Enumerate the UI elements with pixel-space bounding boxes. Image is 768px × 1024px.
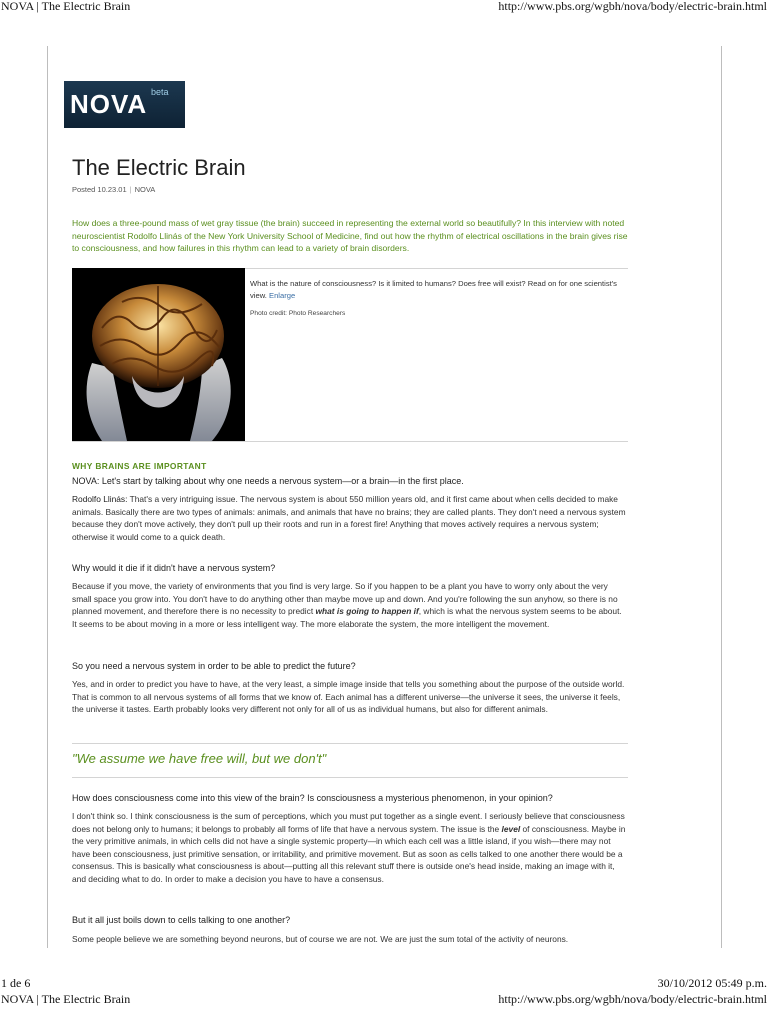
pullquote-bottom-divider <box>72 777 628 778</box>
print-footer-title: NOVA | The Electric Brain <box>1 992 131 1006</box>
posted-date: Posted 10.23.01 <box>72 185 127 194</box>
question-1-speaker: NOVA: <box>72 476 100 486</box>
pull-quote: "We assume we have free will, but we don't" <box>72 751 327 766</box>
photo-bottom-divider <box>72 441 628 442</box>
print-header-title: NOVA | The Electric Brain <box>1 0 131 13</box>
answer-4 <box>72 810 628 886</box>
answer-4-text-start: I don't think so. I think consciousness is the sum of perceptions, which you must put together as a single event. I seriously believe that consciousness does not belong only to humans; it belongs to probably all forms of life that have a nervous system. The issue is the <box>72 811 625 834</box>
question-2: Why would it die if it didn't have a nervous system? <box>72 563 276 573</box>
print-header-url: http://www.pbs.org/wgbh/nova/body/electric-brain.html <box>498 0 767 13</box>
pullquote-top-divider <box>72 743 628 744</box>
answer-1-speaker: Rodolfo Llinás: <box>72 494 128 504</box>
answer-5: Some people believe we are something beyond neurons, but of course we are not. We are just the sum total of the activity of neurons. <box>72 934 569 944</box>
answer-1-text: That's a very intriguing issue. The nervous system is about 550 million years old, and it first came about when cells decided to make animals. Basically there are two types of animals: animals, and animals that have no brains; they are called plants. They don't need a nervous system because they don't move actively, they don't pull up their roots and run in a forest fire! Anything that moves actively requires a nervous system; otherwise it would come to a quick death. <box>72 494 626 542</box>
page-title: The Electric Brain <box>72 155 246 180</box>
posted-source: NOVA <box>134 185 156 194</box>
enlarge-link[interactable]: Enlarge <box>269 291 296 300</box>
answer-2-emphasis: what is going to happen if <box>315 606 419 617</box>
question-5: But it all just boils down to cells talking to one another? <box>72 915 291 925</box>
logo-beta-badge: beta <box>151 87 169 97</box>
answer-2 <box>72 580 628 630</box>
posted-line <box>72 185 155 194</box>
posted-separator: | <box>129 185 132 194</box>
photo-credit: Photo credit: Photo Researchers <box>250 310 346 317</box>
answer-4-text-end: of consciousness. Maybe in the very primitive animals, in which cells did not have a single systemic property—in which each cell was a little island, if you wish—there may not have been consciousness, just primitive sensation, or irritability, and primitive movement. But as soon as cells talked to one another there would be a consensus. This is basically what consciousness is about—putting all this relevant stuff there is outside one's head inside, making an image with it, and deciding what to do. In order to make a decision you have to have a consensus. <box>72 823 626 884</box>
photo-caption-text: What is the nature of consciousness? Is it limited to humans? Does free will exist? Read on for one scientist's view. <box>250 279 617 300</box>
answer-2-text-end: , which is what the nervous system seems to be about. It seems to be about moving in a more or less intelligent way. The more elaborate the system, the more intelligent the movement. <box>72 606 622 629</box>
answer-1 <box>72 493 628 543</box>
caption-top-divider <box>245 268 628 269</box>
print-footer-page: 1 de 6 <box>1 976 31 990</box>
question-3: So you need a nervous system in order to be able to predict the future? <box>72 661 356 671</box>
answer-4-emphasis: level <box>501 823 521 834</box>
page-left-border <box>47 46 48 948</box>
nova-logo[interactable] <box>64 81 185 128</box>
page-right-border <box>721 46 722 948</box>
brain-illustration <box>72 268 245 441</box>
article-intro: How does a three-pound mass of wet gray tissue (the brain) succeed in representing the external world so beautifully? In this interview with noted neuroscientist Rodolfo Llinás of the New York University School of Medicine, find out how the rhythm of electrical oscillations in the brain gives rise to consciousness, and how failures in this rhythm can lead to a variety of brain disorders. <box>72 218 628 253</box>
answer-2-text-start: Because if you move, the variety of environments that you find is very large. So if you happen to be a plant you have to worry only about the very small space you grow into. You don't have to do anything other than maybe move up and down. And you're following the sun anyhow, so there is no planned movement, and therefore there is no necessity to predict <box>72 581 618 617</box>
print-footer-datetime: 30/10/2012 05:49 p.m. <box>657 976 767 990</box>
question-1 <box>72 476 628 486</box>
photo-caption <box>250 278 628 302</box>
question-1-text: Let's start by talking about why one needs a nervous system—or a brain—in the first place. <box>101 476 464 486</box>
brain-photo[interactable] <box>72 268 245 441</box>
logo-wordmark: NOVA <box>70 89 148 119</box>
answer-3: Yes, and in order to predict you have to have, at the very least, a simple image inside that tells you something about the purpose of the outside world. That is common to all nervous systems of all forms that we know of. Each animal has a different universe—the universe it sees, the universe it feels, the universe it tastes. Earth probably looks very different not only for all of us as individual humans, but also for different animals. <box>72 679 625 715</box>
section-heading: WHY BRAINS ARE IMPORTANT <box>72 461 207 471</box>
print-footer-url: http://www.pbs.org/wgbh/nova/body/electric-brain.html <box>498 992 767 1006</box>
question-4: How does consciousness come into this view of the brain? Is consciousness a mysterious phenomenon, in your opinion? <box>72 793 553 803</box>
